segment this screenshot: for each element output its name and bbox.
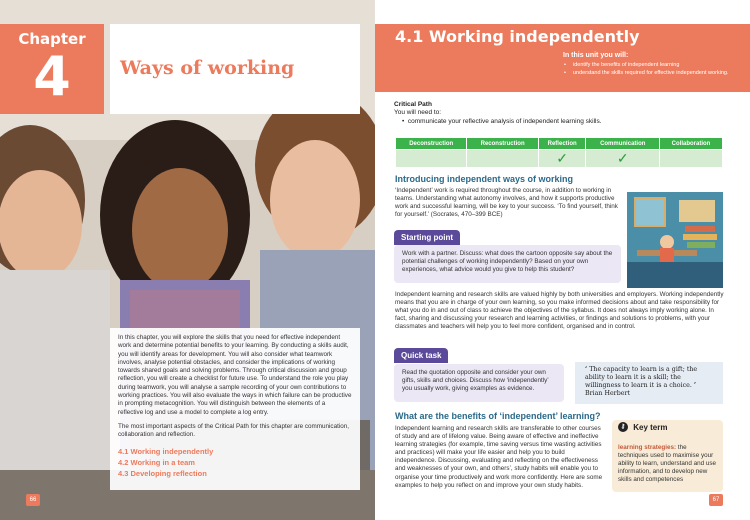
intro-text: ‘Independent’ work is required throughout the course, in addition to working in teams. Understanding what autonomy involves, and how it supports productive work and successful learning, will be key to your success. ‘To find yourself, think for yourself.’ (Socrates, 470–399 BCE) bbox=[395, 187, 618, 219]
chapter-contents bbox=[118, 446, 352, 479]
unit-objectives-heading: In this unit you will: bbox=[563, 52, 629, 59]
chapter-badge bbox=[0, 24, 104, 114]
unit-title: 4.1 Working independently bbox=[395, 27, 640, 46]
quick-task-tag: Quick task bbox=[394, 348, 448, 363]
toc-item[interactable]: 4.1 Working independently bbox=[118, 446, 214, 456]
column-header: Communication bbox=[586, 138, 660, 150]
page-number-left: 66 bbox=[26, 494, 40, 506]
benefits-text: Independent learning and research skills are transferable to other courses of study and are of lifelong value. Being aware of effective and ineffective learning strategies (for example, time saving versus time wasting activities and practices) will make your life easier and help you to build independence. Discussing, evaluating and reflecting on the effectiveness and weaknesses of your own, and others’, study habits will enable you to organise your time productively and work more confidently. Here are some examples to help you reflect on and improve your own study habits. bbox=[395, 425, 603, 489]
toc-item[interactable]: 4.3 Developing reflection bbox=[118, 468, 207, 478]
column-header: Reflection bbox=[538, 138, 586, 150]
benefits-heading: What are the benefits of ‘independent’ learning? bbox=[395, 411, 601, 421]
objective-item: • identify the benefits of independent learning bbox=[563, 61, 743, 69]
check-cell bbox=[467, 150, 538, 168]
check-cell bbox=[660, 150, 723, 168]
toc-item[interactable]: 4.2 Working in a team bbox=[118, 457, 195, 467]
column-header: Deconstruction bbox=[396, 138, 467, 150]
table-row bbox=[396, 150, 723, 168]
quote-body: The capacity to learn is a gift; the ability to learn it is a skill; the willingness to learn it is a choice. bbox=[585, 366, 698, 389]
critical-path-item: • communicate your reflective analysis of independent learning skills. bbox=[402, 118, 602, 125]
page-number-right: 67 bbox=[709, 494, 723, 506]
right-page bbox=[375, 0, 750, 520]
critical-path-item-text: communicate your reflective analysis of independent learning skills. bbox=[407, 118, 602, 125]
key-term-label: Key term bbox=[633, 422, 668, 432]
intro-paragraph-critical-path: The most important aspects of the Critical Path for this chapter are communication, collaboration and reflection. bbox=[118, 422, 349, 439]
key-icon: ⚷ bbox=[618, 422, 628, 432]
check-cell bbox=[396, 150, 467, 168]
check-cell: ✓ bbox=[538, 150, 586, 168]
cartoon-illustration bbox=[627, 192, 723, 288]
chapter-number: 4 bbox=[33, 45, 71, 108]
check-cell: ✓ bbox=[586, 150, 660, 168]
critical-path-table bbox=[395, 137, 723, 168]
unit-header bbox=[375, 24, 750, 92]
chapter-word: Chapter bbox=[18, 30, 86, 48]
objective-item: • understand the skills required for effective independent working. bbox=[563, 69, 743, 77]
critical-path-need: You will need to: bbox=[394, 109, 442, 116]
quotation-box bbox=[575, 362, 723, 404]
quote-text: ‘ The capacity to learn is a gift; the ability to learn it is a skill; the willingness to learn it is a choice. ’ bbox=[585, 366, 698, 389]
unit-objectives bbox=[563, 52, 743, 77]
chapter-title-box bbox=[110, 24, 360, 114]
starting-point-tag: Starting point bbox=[394, 230, 460, 245]
critical-path bbox=[394, 101, 724, 126]
column-header: Reconstruction bbox=[467, 138, 538, 150]
starting-point-box: Work with a partner. Discuss: what does the cartoon opposite say about the potential challenges of working independently? Based on your own experiences, what advice would you give to help this student? bbox=[394, 245, 621, 283]
critical-path-title: Critical Path bbox=[394, 101, 432, 108]
key-term-definition: the techniques used to maximise your ability to learn, understand and use information, and to develop new skills and competences bbox=[618, 444, 717, 483]
intro-heading: Introducing independent ways of working bbox=[395, 174, 574, 184]
key-term-word: learning strategies: bbox=[618, 444, 677, 451]
column-header: Collaboration bbox=[660, 138, 723, 150]
quote-author: Brian Herbert bbox=[585, 390, 630, 397]
intro-paragraph: In this chapter, you will explore the skills that you need for effective independent work and determine potential benefits to your learning. By conducting a skills audit, you will identify areas for development. You will also consider what teamwork involves, analyse potential obstacles, and consider the implications of working towards shared goals and solving problems. Through critical discussion and group reflection, you will create a checklist for future use. To understand the role you play during teamwork, you will analyse a sample recording of your own contributions to working practices. You will also evaluate the ways in which failure can be productive in prompting metacognition. You will distinguish between the elements of a reflective log and use a model to complete a log entry. bbox=[118, 334, 352, 416]
chapter-intro bbox=[110, 328, 360, 490]
quick-task-box: Read the quotation opposite and consider your own gifts, skills and choices. Discuss how ‘independently’ you usually work, giving examples as evidence. bbox=[394, 364, 564, 402]
table-header-row bbox=[396, 138, 723, 150]
chapter-title: Ways of working bbox=[120, 57, 295, 79]
key-term-tag bbox=[618, 422, 667, 432]
independent-learning-paragraph: Independent learning and research skills are valued highly by both universities and employers. Working independently means that you are in charge of your own learning, so you make informed decisions about and take responsibility for what you do in and out of class to achieve the objectives of the syllabus. It does not always imply working alone. In fact, sharing and discussing your research and learning activities, or findings and solutions to problems, with your classmates and teachers will help you to feel more confident, organised and in control. bbox=[395, 291, 724, 331]
